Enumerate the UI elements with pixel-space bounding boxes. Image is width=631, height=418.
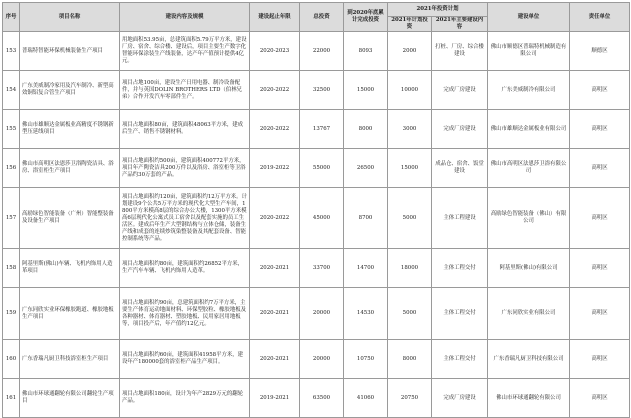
cell-years: 2020-2022 <box>250 110 300 149</box>
header-row <box>3 3 630 17</box>
cell-scale: 项目占地面积约120亩，建筑面积约12万平方米。计划建设9个公共5万平方米的现代化大型生产车间，1800平方米模高8层的综合办公大楼，1300平方米模高6层现代化公寓式员工宿舍以及配套实施的员工生活区。建成后年生产大型钢结构与立体仓储，装备生产线和成套的连续炒筑染整装备及其配套设备、智能控制系统等产品。 <box>120 188 250 249</box>
cell-total: 22000 <box>300 32 344 71</box>
cell-seq: 158 <box>3 249 20 288</box>
header-total: 总投资 <box>300 3 344 32</box>
cell-total: 45000 <box>300 188 344 249</box>
cell-scale: 项目占地面积80亩，建筑面积48063平方米，建成后生产、销售不锈钢材料。 <box>120 110 250 149</box>
cell-done: 26500 <box>344 149 388 188</box>
cell-scale: 项目占地面积约90亩，总建筑面积约7万平方米，主要生产体育运动地面材料、环保型胶粒、橡胶地板及各种器材、体育器材、塑胶地板、民用家居用地板等，项目投产后，年产值约12亿元。 <box>120 288 250 340</box>
cell-years: 2020-2023 <box>250 32 300 71</box>
cell-done: 10750 <box>344 340 388 379</box>
cell-plan: 3000 <box>388 110 432 149</box>
cell-name: 佛山市高明区法恩莎卫浴陶瓷洁具、浴房、浴室柜生产项目 <box>20 149 120 188</box>
cell-years: 2020-2021 <box>250 288 300 340</box>
cell-total: 63500 <box>300 379 344 418</box>
cell-scale: 项目占地面积180亩，设计为年产2829万元的翻轮产品。 <box>120 379 250 418</box>
cell-content: 主体工程交付 <box>432 288 488 340</box>
table-row <box>3 249 630 288</box>
cell-total: 33700 <box>300 249 344 288</box>
cell-done: 8093 <box>344 32 388 71</box>
cell-seq: 153 <box>3 32 20 71</box>
cell-content: 主体工程建设 <box>432 188 488 249</box>
cell-name: 广东同欣实业环保橡胶跑道、橡胶地板生产项目 <box>20 288 120 340</box>
header-done2020: 到2020年底累计完成投资 <box>344 3 388 32</box>
cell-years: 2019-2022 <box>250 149 300 188</box>
cell-content: 完成厂房建设 <box>432 71 488 110</box>
cell-area: 高明区 <box>570 379 630 418</box>
cell-plan: 8000 <box>388 340 432 379</box>
cell-name: 广东香瑞凡厨卫科技浴室柜生产项目 <box>20 340 120 379</box>
cell-done: 41060 <box>344 379 388 418</box>
cell-seq: 155 <box>3 110 20 149</box>
cell-name: 普瑞特智能环保机械装备生产项目 <box>20 32 120 71</box>
cell-done: 15000 <box>344 71 388 110</box>
cell-scale: 项目占地面积约80亩，建筑面积约26852平方米，生产汽车车辆、飞机内饰用人造革。 <box>120 249 250 288</box>
cell-content: 完成厂房建设 <box>432 379 488 418</box>
header-years: 建设起止年限 <box>250 3 300 32</box>
cell-content: 完成厂房建设 <box>432 110 488 149</box>
cell-content: 主体工程交付 <box>432 340 488 379</box>
table-row <box>3 110 630 149</box>
cell-area: 高明区 <box>570 71 630 110</box>
cell-scale: 项目占地面积约500亩，建筑面积400772平方米，项目年产陶瓷洁具200万件以及浴房、浴室柜等卫浴产品约30万套的产品。 <box>120 149 250 188</box>
cell-scale: 项目占地100亩，建设生产日用电器、制冷设备配件，并与英国DOLIN BROTHERS LTD（伯林兄弟）合作开发汽车零部件生产。 <box>120 71 250 110</box>
table-row <box>3 188 630 249</box>
cell-unit: 高励绿色智能装备（佛山）有限公司 <box>488 188 570 249</box>
cell-area: 高明区 <box>570 249 630 288</box>
header-plan-amount: 2021年计划投资 <box>388 17 432 32</box>
cell-area: 顺德区 <box>570 32 630 71</box>
cell-seq: 156 <box>3 149 20 188</box>
cell-total: 20000 <box>300 340 344 379</box>
table-row <box>3 32 630 71</box>
cell-total: 20000 <box>300 288 344 340</box>
cell-name: 佛山市雄顺达金属板业高精度不锈钢新型压延线项目 <box>20 110 120 149</box>
table-row <box>3 340 630 379</box>
cell-plan: 5000 <box>388 188 432 249</box>
cell-years: 2020-2021 <box>250 340 300 379</box>
header-plan-content: 2021年主要建设内容 <box>432 17 488 32</box>
header-scale: 建设内容及规模 <box>120 3 250 32</box>
header-area: 责任单位 <box>570 3 630 32</box>
table-row <box>3 379 630 418</box>
cell-area: 高明区 <box>570 340 630 379</box>
cell-plan: 18000 <box>388 249 432 288</box>
cell-unit: 广东同欣实业有限公司 <box>488 288 570 340</box>
cell-done: 8000 <box>344 110 388 149</box>
cell-content: 打桩、厂房、综合楼建设 <box>432 32 488 71</box>
project-table <box>2 2 630 418</box>
table-row <box>3 149 630 188</box>
cell-name: 广东美威制冷家用及汽车制冷、新型高效铜铝复合管生产项目 <box>20 71 120 110</box>
header-unit: 建设单位 <box>488 3 570 32</box>
cell-plan: 10000 <box>388 71 432 110</box>
cell-area: 高明区 <box>570 288 630 340</box>
header-name: 项目名称 <box>20 3 120 32</box>
cell-total: 32500 <box>300 71 344 110</box>
table-row <box>3 71 630 110</box>
cell-name: 高励绿色智能装备（广州）智能整装备及设备生产项目 <box>20 188 120 249</box>
cell-area: 高明区 <box>570 110 630 149</box>
cell-content: 成品仓、宿舍、饭堂建设 <box>432 149 488 188</box>
cell-unit: 佛山市顺德区普瑞特机械制造有限公司 <box>488 32 570 71</box>
cell-done: 14530 <box>344 288 388 340</box>
cell-years: 2020-2022 <box>250 71 300 110</box>
cell-seq: 157 <box>3 188 20 249</box>
cell-scale: 用地面积53.95亩，总建筑面积5.79万平方米，建设厂房、宿舍、综合楼、建设后，项目主要生产数字化智能环保涂装生产线装备，达产年产值预计提供4亿元。 <box>120 32 250 71</box>
cell-total: 13767 <box>300 110 344 149</box>
cell-plan: 5000 <box>388 288 432 340</box>
cell-done: 8700 <box>344 188 388 249</box>
cell-unit: 阿基里斯(佛山)有限公司 <box>488 249 570 288</box>
header-seq: 序号 <box>3 3 20 32</box>
cell-years: 2019-2021 <box>250 379 300 418</box>
cell-years: 2020-2021 <box>250 249 300 288</box>
cell-seq: 159 <box>3 288 20 340</box>
cell-years: 2020-2022 <box>250 188 300 249</box>
cell-area: 高明区 <box>570 149 630 188</box>
cell-name: 阿基里斯(佛山)车辆、飞机内饰用人造革项目 <box>20 249 120 288</box>
cell-seq: 161 <box>3 379 20 418</box>
cell-plan: 2000 <box>388 32 432 71</box>
cell-done: 14700 <box>344 249 388 288</box>
header-plan2021: 2021年投资计划 <box>388 3 488 17</box>
cell-unit: 佛山市高明区法恩莎卫浴有限公司 <box>488 149 570 188</box>
cell-total: 55000 <box>300 149 344 188</box>
cell-name: 佛山市环球通翻轮有限公司翻轮生产项目 <box>20 379 120 418</box>
cell-area: 高明区 <box>570 188 630 249</box>
cell-plan: 20750 <box>388 379 432 418</box>
cell-unit: 佛山市雄顺达金属板业有限公司 <box>488 110 570 149</box>
cell-seq: 154 <box>3 71 20 110</box>
cell-unit: 佛山市环球通翻轮有限公司 <box>488 379 570 418</box>
cell-unit: 广东美威制冷有限公司 <box>488 71 570 110</box>
table-row <box>3 288 630 340</box>
cell-plan: 15000 <box>388 149 432 188</box>
cell-unit: 广东香瑞凡厨卫科技有限公司 <box>488 340 570 379</box>
cell-scale: 项目占地面积约60亩，建筑面积41958平方米，建设年产180000套的浴室柜产品生产项目。 <box>120 340 250 379</box>
cell-content: 主体工程交付 <box>432 249 488 288</box>
cell-seq: 160 <box>3 340 20 379</box>
